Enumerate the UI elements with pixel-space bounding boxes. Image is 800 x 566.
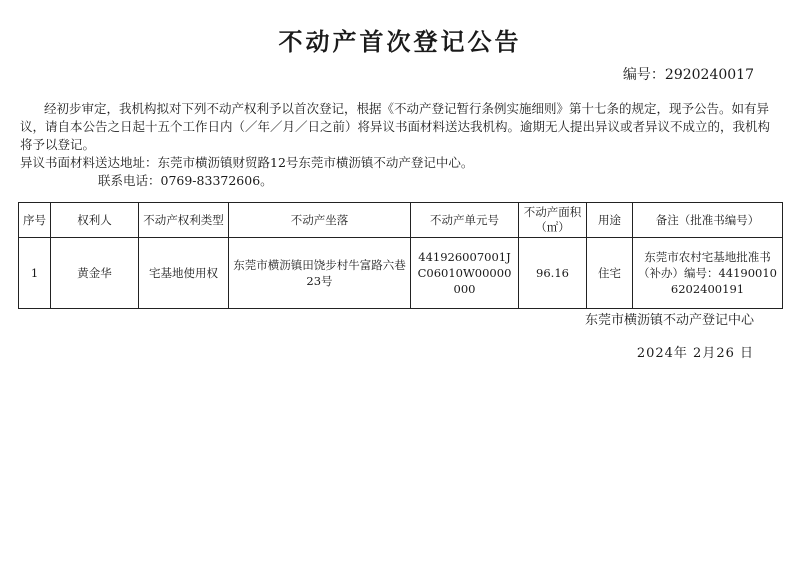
header-holder: 权利人 <box>51 203 139 238</box>
header-area: 不动产面积（㎡） <box>519 203 587 238</box>
header-location: 不动产坐落 <box>229 203 411 238</box>
page-title: 不动产首次登记公告 <box>278 27 522 56</box>
table-header-row <box>19 203 783 238</box>
header-right-type: 不动产权利类型 <box>139 203 229 238</box>
cell-holder: 黄金华 <box>51 238 139 309</box>
contact-phone: 联系电话：0769-83372606。 <box>98 173 273 188</box>
notice-paragraph: 经初步审定，我机构拟对下列不动产权利予以首次登记，根据《不动产登记暂行条例实施细则》第十七条的规定，现予公告。如有异议，请自本公告之日起十五个工作日内（／年／月／日之前）将异议书面材料送达我机构。逾期无人提出异议或者异议不成立的，我机构将予以登记。 <box>20 101 771 152</box>
table-row <box>19 238 783 309</box>
cell-area: 96.16 <box>519 238 587 309</box>
cell-unit-no: 441926007001JC06010W00000000 <box>411 238 519 309</box>
header-seq: 序号 <box>19 203 51 238</box>
registration-table <box>18 202 783 309</box>
header-remark: 备注（批准书编号） <box>633 203 783 238</box>
cell-remark: 东莞市农村宅基地批准书（补办）编号：441900106202400191 <box>633 238 783 309</box>
notice-body <box>20 100 780 190</box>
cell-location: 东莞市横沥镇田饶步村牛富路六巷23号 <box>229 238 411 309</box>
objection-address: 异议书面材料送达地址：东莞市横沥镇财贸路12号东莞市横沥镇不动产登记中心。 <box>20 155 474 170</box>
issuing-organization: 东莞市横沥镇不动产登记中心 <box>584 313 754 328</box>
header-usage: 用途 <box>587 203 633 238</box>
header-unit-no: 不动产单元号 <box>411 203 519 238</box>
issue-date: 2024年 2月26 日 <box>636 346 754 361</box>
cell-right-type: 宅基地使用权 <box>139 238 229 309</box>
document-number: 编号：2920240017 <box>622 67 754 83</box>
cell-seq: 1 <box>19 238 51 309</box>
cell-usage: 住宅 <box>587 238 633 309</box>
